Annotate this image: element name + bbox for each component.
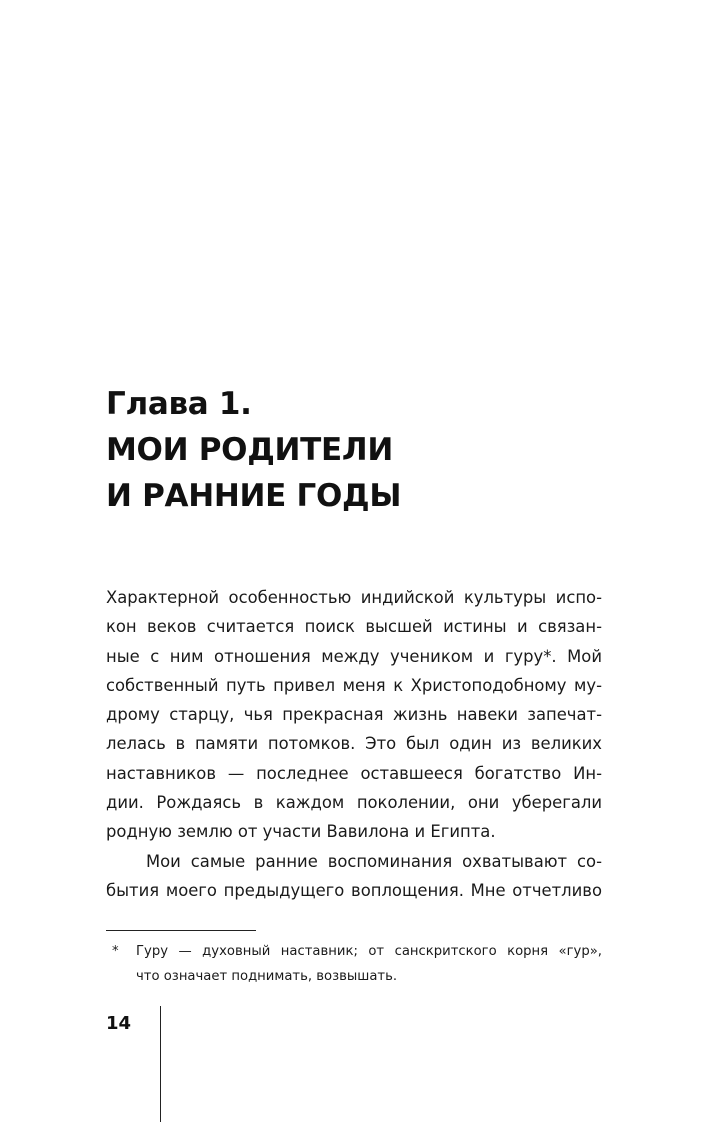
footnote <box>106 939 602 989</box>
chapter-title-line-1: МОИ РОДИТЕЛИ <box>106 432 393 468</box>
chapter-heading <box>106 381 606 519</box>
footnote-line: Гуру — духовный наставник; от санскритского корня «гур», <box>136 944 602 959</box>
body-line: бытия моего предыдущего воплощения. Мне отчетливо <box>106 880 602 900</box>
body-text <box>106 583 602 905</box>
body-line: Характерной особенностью индийской культуры испо- <box>106 588 602 607</box>
footnote-line: что означает поднимать, возвышать. <box>136 969 398 984</box>
paragraph-first-line: Мои самые ранние воспоминания охватывают со- <box>146 851 602 871</box>
page-number: 14 <box>106 1013 132 1034</box>
footnote-marker: * <box>112 944 119 959</box>
body-line: кон веков считается поиск высшей истины и связан- <box>106 617 602 637</box>
body-line: ные с ним отношения между учеником и гуру*. Мой <box>106 646 602 666</box>
body-line: дрому старцу, чья прекрасная жизнь навеки запечат- <box>106 705 602 725</box>
footnote-divider <box>106 930 256 931</box>
body-line: родную землю от участи Вавилона и Египта. <box>106 822 496 842</box>
body-line: наставников — последнее оставшееся богатство Ин- <box>106 763 602 783</box>
body-line: собственный путь привел меня к Христоподобному му- <box>106 675 602 695</box>
page-number-rule <box>160 1006 161 1122</box>
body-line: дии. Рождаясь в каждом поколении, они уберегали <box>106 793 602 813</box>
chapter-label: Глава 1. <box>106 386 252 422</box>
chapter-title-line-2: И РАННИЕ ГОДЫ <box>106 478 402 514</box>
body-line: лелась в памяти потомков. Это был один из великих <box>106 734 602 754</box>
